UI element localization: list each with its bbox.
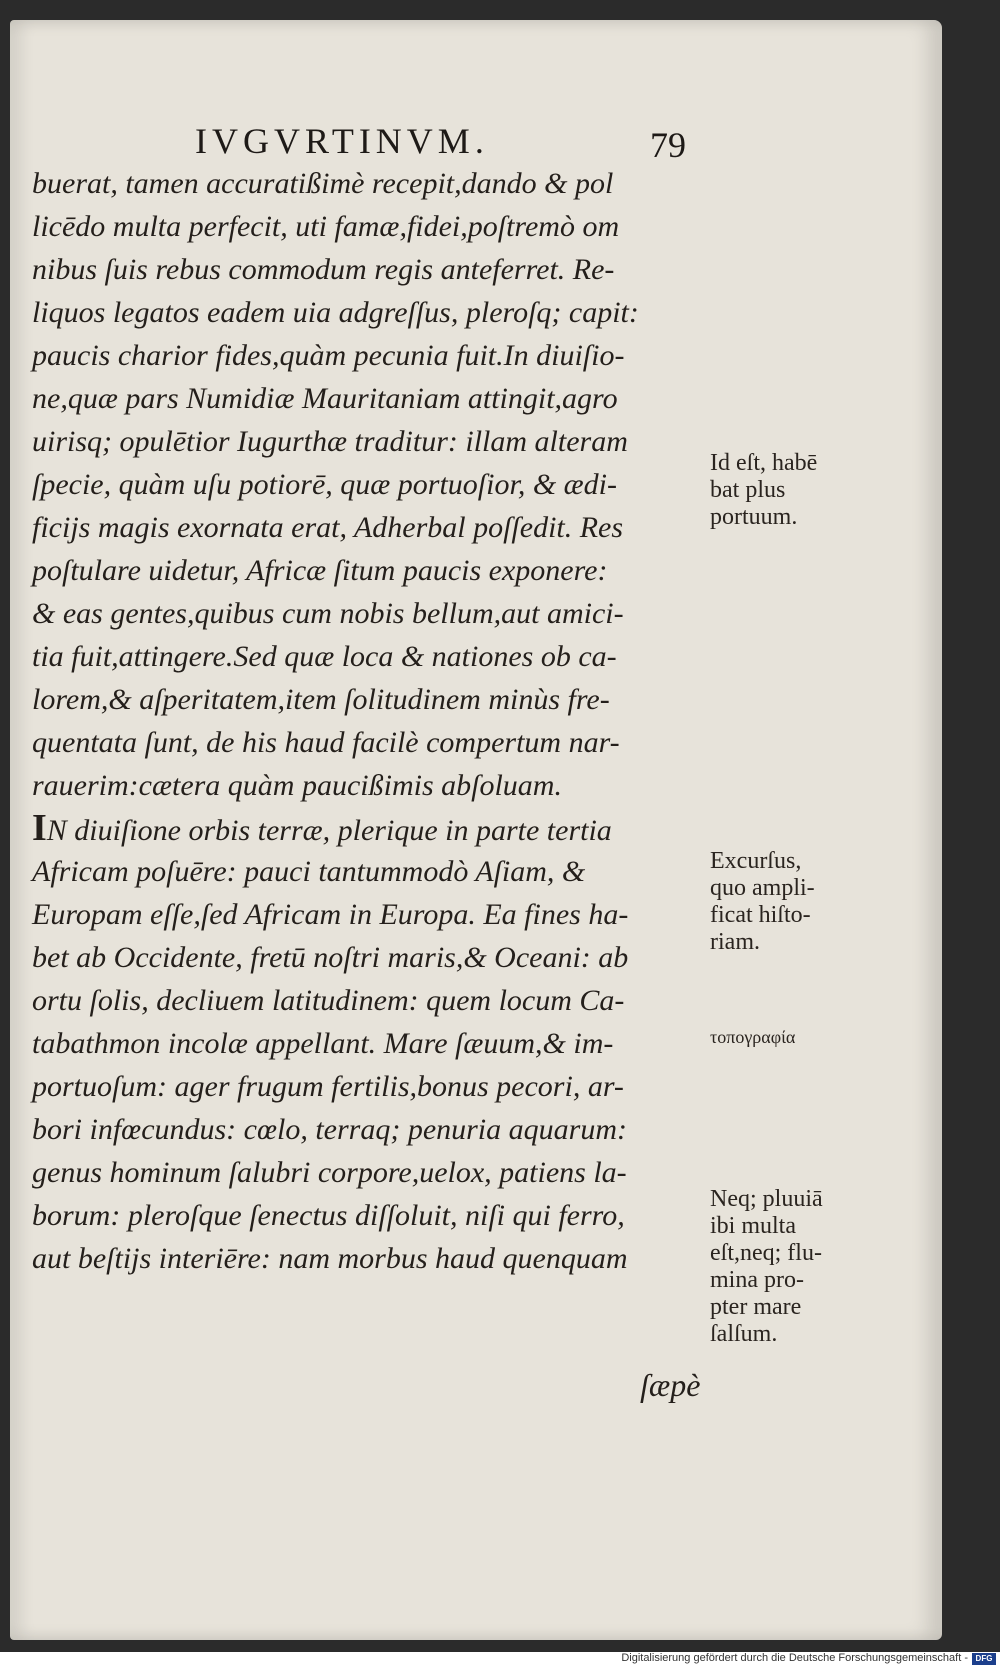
margin-note-line: Neq; pluuiā: [710, 1186, 823, 1212]
margin-note-line: pter mare: [710, 1294, 802, 1320]
text-line: aut beſtijs interiēre: nam morbus haud quenquam: [32, 1242, 628, 1275]
text-line: uirisq; opulētior Iugurthæ traditur: illam alteram: [32, 425, 628, 458]
text-line: borum: pleroſque ſenectus diſſoluit, niſi qui ferro,: [32, 1199, 625, 1232]
text-line: poſtulare uidetur, Africæ ſitum paucis exponere:: [32, 554, 608, 587]
margin-note-line: Excurſus,: [710, 848, 802, 874]
catchword: ſæpè: [640, 1367, 701, 1403]
margin-note-excursus: [710, 848, 870, 956]
text-line-with-dropcap: [32, 807, 712, 850]
text-line: tabathmon incolæ appellant. Mare ſæuum,& im-: [32, 1027, 614, 1060]
running-header: IVGVRTINVM.: [195, 121, 489, 161]
text-line: Africam poſuēre: pauci tantummodò Aſiam, &: [32, 855, 586, 888]
book-page: [10, 20, 942, 1640]
text-line: ſpecie, quàm uſu potiorē, quæ portuoſior, & ædi-: [32, 468, 617, 501]
margin-note-pluuia: [710, 1186, 870, 1348]
margin-note-line: eſt,neq; flu-: [710, 1240, 822, 1266]
text-line: ne,quæ pars Numidiæ Mauritaniam attingit,agro: [32, 382, 618, 415]
text-line: bori infœcundus: cœlo, terraq; penuria aquarum:: [32, 1113, 627, 1146]
dfg-logo: DFG: [972, 1653, 996, 1665]
text-line: paucis charior fides,quàm pecunia fuit.In diuiſio-: [32, 339, 625, 372]
margin-note-line: riam.: [710, 929, 760, 955]
text-line: lorem,& aſperitatem,item ſolitudinem minùs fre-: [32, 683, 610, 716]
margin-note-topographia: [710, 1024, 870, 1051]
margin-note-line: portuum.: [710, 504, 798, 530]
text-line: N diuiſione orbis terræ, plerique in parte tertia: [46, 814, 612, 847]
margin-note-line: bat plus: [710, 477, 786, 503]
text-line: buerat, tamen accuratißimè recepit,dando & pol: [32, 167, 614, 200]
margin-note-line: mina pro-: [710, 1267, 804, 1293]
margin-note-portuum: [710, 450, 870, 531]
drop-cap: I: [32, 807, 47, 849]
funding-credit: Digitalisierung gefördert durch die Deutsche Forschungsgemeinschaft -: [621, 1652, 968, 1664]
text-line: tia fuit,attingere.Sed quæ loca & nationes ob ca-: [32, 640, 617, 673]
page-number: 79: [650, 125, 686, 165]
margin-note-line: ibi multa: [710, 1213, 796, 1239]
footer-bar: [0, 1652, 1000, 1667]
text-line: nibus ſuis rebus commodum regis anteferret. Re-: [32, 253, 615, 286]
text-line: quentata ſunt, de his haud facilè compertum nar-: [32, 726, 620, 759]
margin-note-line: Id eſt, habē: [710, 450, 818, 476]
text-line: liquos legatos eadem uia adgreſſus, pleroſq; capit:: [32, 296, 639, 329]
margin-note-line: ſalſum.: [710, 1321, 778, 1347]
text-line: & eas gentes,quibus cum nobis bellum,aut amici-: [32, 597, 624, 630]
margin-note-line: τοπογραφία: [710, 1027, 796, 1047]
text-line: Europam eſſe,ſed Africam in Europa. Ea fines ha-: [32, 898, 629, 931]
text-line: portuoſum: ager frugum fertilis,bonus pecori, ar-: [32, 1070, 624, 1103]
body-text: [32, 162, 712, 1280]
text-line: ortu ſolis, decliuem latitudinem: quem locum Ca-: [32, 984, 625, 1017]
text-line: ficijs magis exornata erat, Adherbal poſſedit. Res: [32, 511, 624, 544]
margin-note-line: quo ampli-: [710, 875, 815, 901]
text-line: rauerim:cætera quàm paucißimis abſoluam.: [32, 769, 562, 802]
margin-note-line: ficat hiſto-: [710, 902, 811, 928]
text-line: bet ab Occidente, fretū noſtri maris,& Oceani: ab: [32, 941, 629, 974]
text-line: genus hominum ſalubri corpore,uelox, patiens la-: [32, 1156, 627, 1189]
text-line: licēdo multa perfecit, uti famæ,fidei,poſtremò om: [32, 210, 620, 243]
